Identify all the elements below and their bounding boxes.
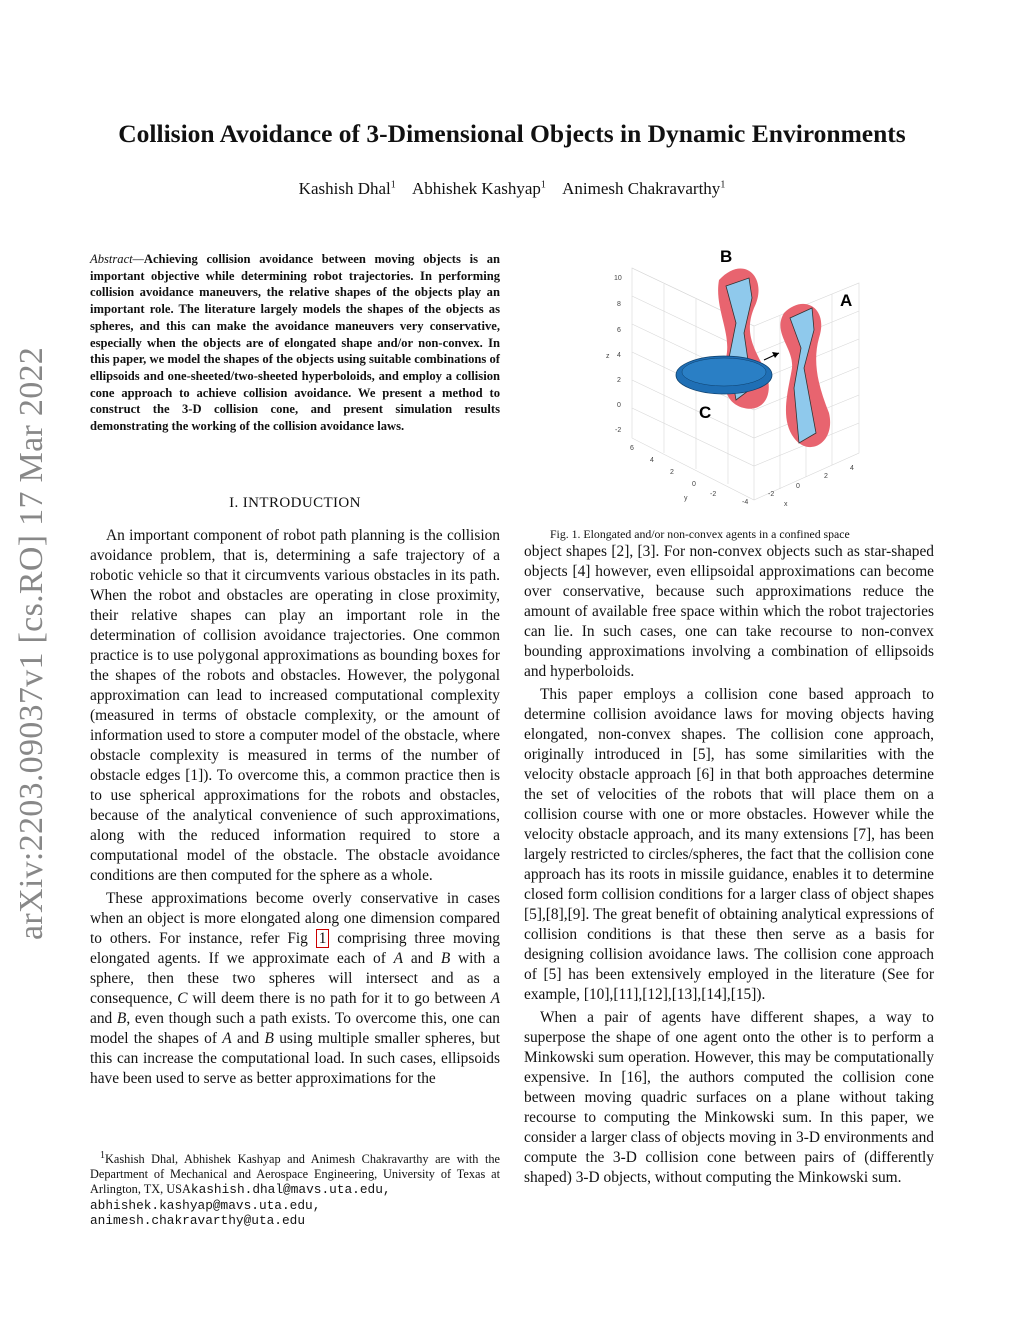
z-tick: 4 bbox=[617, 352, 621, 359]
left-column-body bbox=[90, 526, 500, 1089]
email-link[interactable]: kashish.dhal@mavs.uta.edu, bbox=[190, 1182, 391, 1198]
paragraph: These approximations become overly conservative in cases when an object is more elongated along one dimension compared to others. For instance, refer Fig 1 comprising three moving elongated agents. If we approximate each of A and B with a sphere, then these two spheres will intersect and as a consequence, C will deem there is no path for it to go between A and B, even though such a path exists. To overcome this, one can model the shapes of A and B using multiple smaller spheres, but this can increase the computational load. In such cases, ellipsoids have been used to serve as better approximations for the bbox=[90, 890, 501, 1087]
author-list bbox=[0, 178, 1024, 200]
paragraph: This paper employs a collision cone based approach to determine collision avoidance laws for moving objects having elongated, non-convex shapes. The collision cone approach, originally introduced in [5], has some similarities with the velocity obstacle approach [6] in that both approaches determine the set of velocities of the robots that will place them on a collision course with one or more obstacles. However while the velocity obstacle approach, and its many extensions [7], has been largely restricted to circles/spheres, the fact that the collision cone approach has its roots in missile guidance, enables it to determine closed form collision conditions for a larger class of object shapes [5],[8],[9]. The great benefit of obtaining analytical expressions of collision conditions is that these then serve as a basis for designing collision avoidance laws. The collision cone approach of [5] has been extensively employed in the literature (See for example, [10],[11],[12],[13],[14],[15]). bbox=[524, 686, 934, 1003]
z-tick: 8 bbox=[617, 301, 621, 308]
agent-label-b: B bbox=[720, 247, 733, 266]
paragraph: When a pair of agents have different shapes, a way to superpose the shape of one agent onto the other is to perform a Minkowski sum operation. However, this may be computationally expensive. In [16], the authors computed the collision cone between moving quadric surfaces on a plane without taking recourse to computing the Minkowski sum. In this paper, we consider a larger class of objects moving in 3-D environments and compute the 3-D collision cone between pairs of (differently shaped) 3-D objects, without computing the Minkowski sum. bbox=[524, 1009, 934, 1186]
email-link[interactable]: abhishek.kashyap@mavs.uta.edu, bbox=[90, 1197, 321, 1213]
abstract-text: Achieving collision avoidance between moving objects is an important objective while determining robot trajectories. In performing collision avoidance maneuvers, the relative shapes of the objects play an important role. The literature largely models the shapes of the objects as spheres, and this can make the avoidance maneuvers very conservative, especially when the objects are of elongated shape and/or non-convex. In this paper, we model the shapes of the objects using suitable combinations of ellipsoids and one-sheeted/two-sheeted hyperboloids, and employ a collision cone approach to achieve collision avoidance. We present a method to construct the 3-D collision cone, and present simulation results demonstrating the working of the collision avoidance laws. bbox=[90, 252, 500, 434]
paper-title: Collision Avoidance of 3-Dimensional Objects in Dynamic Environments bbox=[118, 119, 906, 148]
y-tick: 2 bbox=[670, 469, 674, 476]
z-tick: 2 bbox=[617, 377, 621, 384]
agent-label-a: A bbox=[840, 291, 853, 310]
x-tick: -2 bbox=[768, 491, 775, 498]
x-tick: 2 bbox=[824, 473, 828, 480]
velocity-arrowhead bbox=[772, 352, 779, 358]
agent-c-disk-top bbox=[682, 358, 766, 386]
agent-label-c: C bbox=[699, 403, 712, 422]
right-column-body bbox=[524, 542, 934, 1188]
y-axis-label: y bbox=[684, 495, 688, 502]
x-axis-label: x bbox=[784, 501, 788, 508]
arxiv-identifier: arXiv:2203.09037v1 [cs.RO] 17 Mar 2022 bbox=[13, 346, 50, 940]
abstract-label: Abstract— bbox=[90, 252, 144, 266]
figure-caption: Fig. 1. Elongated and/or non-convex agents in a confined space bbox=[550, 527, 850, 541]
y-tick: -4 bbox=[742, 499, 749, 506]
z-tick: 6 bbox=[617, 327, 621, 334]
y-tick: -2 bbox=[710, 491, 717, 498]
z-axis-label: z bbox=[606, 353, 610, 360]
figure-1-plot bbox=[604, 238, 904, 518]
figure-link[interactable]: 1 bbox=[316, 929, 330, 948]
author: Animesh Chakravarthy$^1$ bbox=[562, 179, 726, 198]
abstract bbox=[90, 251, 500, 435]
footnote: $^1$Kashish Dhal, Abhishek Kashyap and Animesh Chakravarthy are with the Department of Mechanical and Aerospace Engineering, University of Texas at Arlington, TX, USAkashish.dhal@mavs.uta.edu, abhishek.kashyap@mavs.uta.edu, animesh.chakravarthy@uta.edu bbox=[90, 1149, 500, 1228]
z-tick: 0 bbox=[617, 402, 621, 409]
y-tick: 4 bbox=[650, 457, 654, 464]
section-heading: I. INTRODUCTION bbox=[229, 495, 361, 511]
author: Kashish Dhal$^1$ bbox=[298, 179, 396, 198]
author: Abhishek Kashyap$^1$ bbox=[412, 179, 546, 198]
z-tick: -2 bbox=[615, 427, 622, 434]
x-tick: 0 bbox=[796, 483, 800, 490]
y-tick: 0 bbox=[692, 481, 696, 488]
email-link[interactable]: animesh.chakravarthy@uta.edu bbox=[90, 1212, 306, 1228]
y-tick: 6 bbox=[630, 445, 634, 452]
x-tick: 4 bbox=[850, 465, 854, 472]
paragraph: An important component of robot path planning is the collision avoidance problem, that is, determining a safe trajectory of a robotic vehicle so that it circumvents various obstacles in its path. When the robot and obstacles are operating in close proximity, their relative shapes can play an important role in the determination of collision avoidance trajectories. One common practice is to use polygonal approximations as bounding boxes for the shapes of the robots and obstacles. However, the polygonal approximation can lead to increased computational complexity (measured in terms of obstacle complexity, or the amount of information used to store a computer model of the obstacle, where obstacle complexity is measured in terms of the number of obstacle edges [1]). To overcome this, a common practice then is to use spherical approximations for the robots and obstacles, because of the analytical convenience of such approximations, along with the reduced information required to store a computational model of the obstacle. The obstacle avoidance conditions are then computed for the sphere as a whole. bbox=[90, 527, 500, 884]
paragraph: object shapes [2], [3]. For non-convex objects such as star-shaped objects [4] however, even ellipsoidal approximations can become over conservative, because such approximations reduce the amount of available free space within which the robot trajectories can lie. In such cases, one can take recourse to non-convex bounding approximations involving a combination of ellipsoids and hyperboloids. bbox=[524, 543, 934, 680]
z-tick: 10 bbox=[614, 275, 622, 282]
